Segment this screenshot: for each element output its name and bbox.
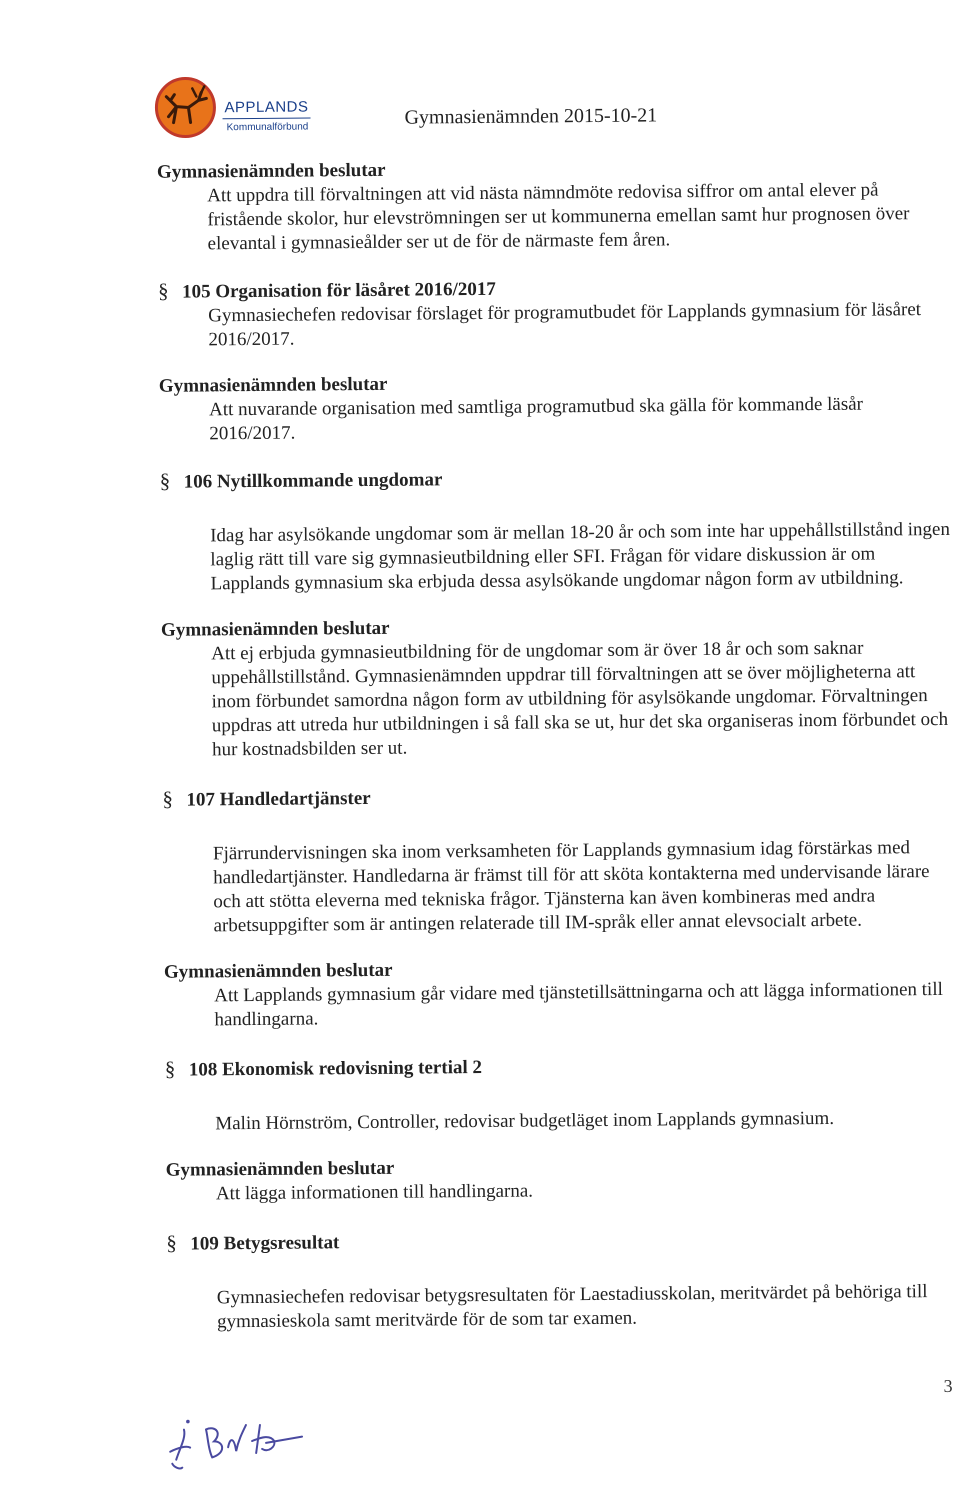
section-108	[165, 1050, 956, 1207]
section-intro: Fjärrundervisningen ska inom verksamheten för Lapplands gymnasium idag förstärkas med handledartjänster. Handledarna är främst till för att sköta kontakterna med undervisande lärare och att stötta eleverna med tekniska frågor. Tjänsterna kan även kombineras med andra arbetsuppgifter som är antingen relaterade till IM-språk eller annat elevsocialt arbete.	[212, 837, 930, 937]
paragraph-sign: §	[159, 468, 171, 493]
section-106	[160, 462, 953, 763]
decision-text: Att lägga informationen till handlingarna.	[215, 1180, 534, 1205]
decision-heading: Gymnasienämnden beslutar	[165, 1157, 395, 1181]
letterhead	[154, 72, 715, 147]
opening-decision	[157, 154, 948, 257]
paragraph-sign: §	[166, 1230, 177, 1255]
page-number: 3	[943, 1375, 953, 1396]
section-105	[158, 272, 949, 447]
brand-name: APPLANDS	[224, 98, 309, 117]
section-heading: 106 Nytillkommande ungdomar	[183, 469, 443, 493]
handwritten-initials-signature	[156, 1407, 307, 1478]
section-heading: 108 Ekonomisk redovisning tertial 2	[188, 1056, 483, 1081]
section-109	[166, 1224, 957, 1335]
section-heading: 107 Handledartjänster	[186, 787, 371, 811]
decision-text: Att Lapplands gymnasium går vidare med tjänstetillsättningarna och att lägga informationen till handlingarna.	[214, 978, 943, 1031]
document-content	[157, 154, 957, 1335]
decision-text: Att nuvarande organisation med samtliga programutbud ska gälla för kommande läsår 2016/2017.	[208, 393, 864, 445]
section-heading: 105 Organisation för läsåret 2016/2017	[181, 278, 496, 303]
decision-text: Att ej erbjuda gymnasieutbildning för de ungdomar som är över 18 år och som saknar uppehållstillstånd. Gymnasienämnden uppdrar till förvaltningen att se över möjligheterna att inom förbundet samordna någon form av utbildning för asylsökande ungdomar. Förvaltningen uppdras att utreda hur utbildningen i så fall ska se ut, hur det ska organiseras inom förbundet och hur kostnadsbilden ser ut.	[211, 637, 949, 761]
paragraph-sign: §	[162, 786, 174, 811]
brand-underline	[223, 117, 311, 119]
brand-subtitle: Kommunalförbund	[226, 121, 309, 134]
paragraph-sign: §	[164, 1056, 176, 1081]
header-title: Gymnasienämnden 2015-10-21	[404, 104, 658, 129]
paragraph-sign: §	[157, 278, 169, 303]
decision-heading: Gymnasienämnden beslutar	[163, 959, 393, 983]
section-107	[162, 780, 954, 1033]
section-intro: Gymnasiechefen redovisar förslaget för programutbudet för Lapplands gymnasium för läsåret 2016/2017.	[208, 299, 922, 351]
section-intro: Gymnasiechefen redovisar betygsresultaten för Laestadiusskolan, meritvärdet på behöriga till gymnasieskola samt meritvärde för de som tar examen.	[216, 1281, 928, 1333]
lapplands-logo-icon	[154, 76, 217, 139]
decision-text: Att uppdra till förvaltningen att vid nästa nämndmöte redovisa siffror om antal elever på fristående skolor, hur elevströmningen ser ut kommunerna emellan samt hur prognosen över elevantal i gymnasieålder ser ut de för de närmaste fem åren.	[207, 179, 910, 255]
decision-heading: Gymnasienämnden beslutar	[158, 373, 388, 397]
section-intro: Malin Hörnström, Controller, redovisar budgetläget inom Lapplands gymnasium.	[215, 1107, 835, 1135]
decision-heading: Gymnasienämnden beslutar	[156, 159, 386, 183]
section-intro: Idag har asylsökande ungdomar som är mellan 18-20 år och som inte har uppehållstillstånd ingen laglig rätt till vare sig gymnasieutbildning eller SFI. Frågan för vidare diskussion är om Lapplands gymnasium ska erbjuda dessa asylsökande ungdomar någon form av utbildning.	[210, 518, 951, 595]
section-heading: 109 Betygsresultat	[190, 1232, 340, 1255]
decision-heading: Gymnasienämnden beslutar	[160, 617, 390, 641]
